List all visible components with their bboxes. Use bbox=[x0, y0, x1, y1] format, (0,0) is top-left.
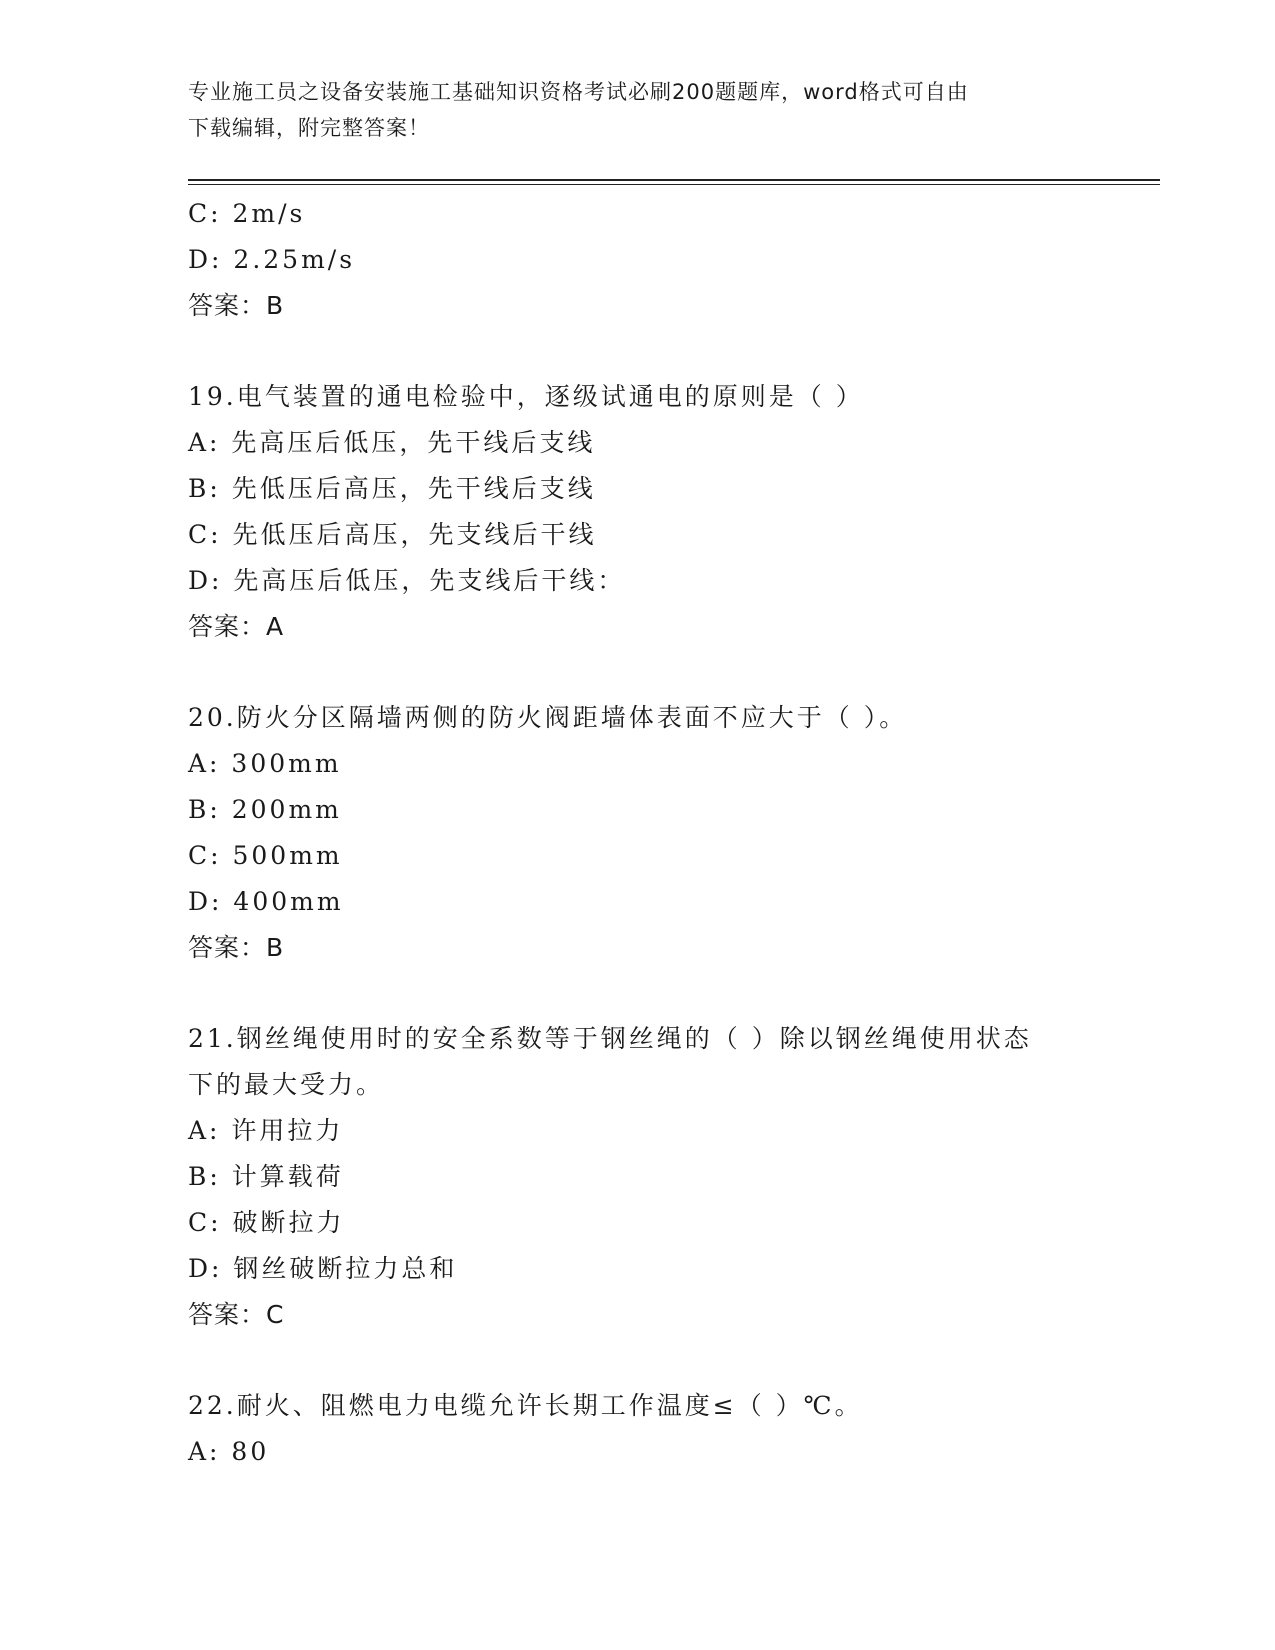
spacer bbox=[188, 650, 1088, 695]
question-19 bbox=[188, 374, 1088, 650]
answer-line: 答案：A bbox=[188, 612, 285, 641]
option-b: B: 200mm bbox=[188, 795, 342, 824]
option-d: D: 400mm bbox=[188, 887, 344, 916]
answer-line: 答案：B bbox=[188, 291, 285, 320]
header-divider-thin bbox=[188, 184, 1160, 185]
option-d: D: 2.25m/s bbox=[188, 245, 356, 274]
option-c: C: 2m/s bbox=[188, 199, 306, 228]
question-22 bbox=[188, 1383, 1088, 1475]
spacer bbox=[188, 1338, 1088, 1383]
question-21 bbox=[188, 1016, 1088, 1338]
header-title-line-2: 下载编辑，附完整答案！ bbox=[188, 116, 430, 140]
option-c: C: 500mm bbox=[188, 841, 343, 870]
question-20 bbox=[188, 695, 1088, 971]
spacer bbox=[188, 971, 1088, 1016]
option-d: D: 先高压后低压，先支线后干线： bbox=[188, 566, 626, 595]
header-divider-thick bbox=[188, 179, 1160, 181]
question-list bbox=[188, 191, 1088, 1475]
option-a: A: 80 bbox=[188, 1437, 270, 1466]
option-b: B: 计算载荷 bbox=[188, 1162, 344, 1191]
option-c: C: 先低压后高压，先支线后干线 bbox=[188, 520, 597, 549]
question-stem-line-1: 21.钢丝绳使用时的安全系数等于钢丝绳的（ ）除以钢丝绳使用状态 bbox=[188, 1024, 1032, 1053]
answer-line: 答案：B bbox=[188, 933, 285, 962]
header-title-line-1: 专业施工员之设备安装施工基础知识资格考试必刷200题题库，word格式可自由 bbox=[188, 80, 969, 104]
option-b: B: 先低压后高压，先干线后支线 bbox=[188, 474, 596, 503]
question-stem: 19.电气装置的通电检验中，逐级试通电的原则是（ ） bbox=[188, 382, 864, 411]
question-stem: 22.耐火、阻燃电力电缆允许长期工作温度≤（ ）℃。 bbox=[188, 1391, 863, 1420]
answer-line: 答案：C bbox=[188, 1300, 285, 1329]
option-a: A: 许用拉力 bbox=[188, 1116, 344, 1145]
question-stem: 20.防火分区隔墙两侧的防火阀距墙体表面不应大于（ ）。 bbox=[188, 703, 908, 732]
question-stem-line-2: 下的最大受力。 bbox=[188, 1070, 385, 1099]
document-header bbox=[188, 74, 1068, 146]
option-c: C: 破断拉力 bbox=[188, 1208, 345, 1237]
option-d: D: 钢丝破断拉力总和 bbox=[188, 1254, 458, 1283]
spacer bbox=[188, 329, 1088, 374]
question-18-tail bbox=[188, 191, 1088, 329]
option-a: A: 300mm bbox=[188, 749, 342, 778]
option-a: A: 先高压后低压，先干线后支线 bbox=[188, 428, 596, 457]
